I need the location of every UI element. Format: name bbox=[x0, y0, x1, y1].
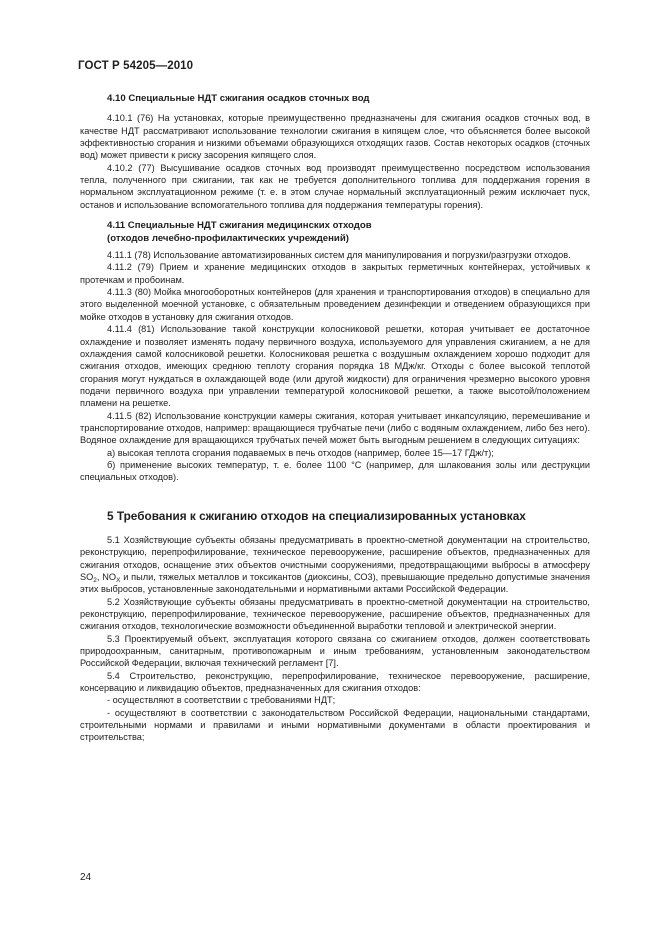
page-body bbox=[80, 93, 590, 744]
section-4-10-heading: 4.10 Специальные НДТ сжигания осадков сточных вод bbox=[107, 93, 370, 104]
list-item-a: а) высокая теплота сгорания подаваемых в печь отходов (например, более 15—17 ГДж/т); bbox=[107, 447, 494, 458]
paragraph-5-1-part-c: и пыли, тяжелых металлов и токсикантов (диоксины, СО3), превышающие предельно допустимые значения этих выбросов, установленные законодательными и нормативными актами Российской Федерации. bbox=[80, 572, 590, 595]
list-item-b: б) применение высоких температур, т. е. более 1100 °С (например, для шлакования золы или деструкции специальных отходов). bbox=[80, 459, 590, 483]
section-4-11-heading bbox=[107, 219, 590, 245]
paragraph-4-11-5: 4.11.5 (82) Использование конструкции камеры сжигания, которая учитывает инкапсуляцию, перемешивание и транспортирование отходов, например: вращающиеся трубчатые печи (либо с водяным охлаждением, либо без него). Водяное охлаждение для вращающихся трубчатых печей может быть выгодным решением в следующих ситуациях: bbox=[80, 410, 590, 446]
paragraph-4-10-2: 4.10.2 (77) Высушивание осадков сточных вод производят преимущественно посредством использования тепла, полученного при сжигании, так как не требуется дополнительного топлива для поддержания горения в нормальном эксплуатационном режиме (т. е. в этом случае нормальный эксплуатационный режим исключает пуск, останов и использование вспомогательного топлива для поддержания температуры горения). bbox=[80, 162, 590, 210]
paragraph-5-3: 5.3 Проектируемый объект, эксплуатация которого связана со сжиганием отходов, должен соответствовать природоохранным, санитарным, противопожарным и иным требованиям, установленным законодательством Российской Федерации, включая технический регламент [7]. bbox=[80, 633, 590, 669]
nox-subscript: X bbox=[116, 577, 121, 584]
paragraph-4-11-2: 4.11.2 (79) Прием и хранение медицинских отходов в закрытых герметичных контейнерах, устойчивых к протечкам и пробоинам. bbox=[80, 262, 590, 285]
dash-item-1: - осуществляют в соответствии с требованиями НДТ; bbox=[107, 695, 336, 706]
paragraph-4-11-3: 4.11.3 (80) Мойка многооборотных контейнеров (для хранения и транспортирования отходов) в специально для этого выделенной моечной установке, с обязательным проведением дезинфекции и отведением образующихся при мойке отходов в установку для сжигания отходов. bbox=[80, 287, 590, 322]
paragraph-5-2: 5.2 Хозяйствующие субъекты обязаны предусматривать в проектно-сметной документации на строительство, реконструкцию, перепрофилирование, техническое перевооружение, расширение объектов, предназначенных для сжигания отходов, технологические возможности объединенной выработки тепловой и электрической энергии. bbox=[80, 596, 590, 632]
document-header: ГОСТ Р 54205—2010 bbox=[78, 60, 194, 72]
paragraph-5-1-part-b: , NO bbox=[96, 572, 117, 582]
paragraph-5-1-part-a: 5.1 Хозяйствующие субъекты обязаны предусматривать в проектно-сметной документации на строительство, реконструкцию, перепрофилирование, техническое перевооружение, расширение объектов, предназначенных для сжигания отходов, оснащение этих объектов очистными сооружениями, предотвращающими выбросы в атмосферу SO bbox=[80, 534, 590, 582]
dash-item-2: - осуществляют в соответствии с законодательством Российской Федерации, национальными стандартами, строительными нормами и правилами и иными нормативными документами в области проектирования и строительства; bbox=[80, 707, 590, 743]
section-5-heading: 5 Требования к сжиганию отходов на специализированных установках bbox=[107, 508, 526, 523]
so2-subscript: 2 bbox=[93, 577, 97, 584]
section-4-11-heading-line2: (отходов лечебно-профилактических учреждений) bbox=[107, 233, 349, 245]
paragraph-5-1 bbox=[80, 534, 590, 596]
paragraph-4-11-4: 4.11.4 (81) Использование такой конструкции колосниковой решетки, которая учитывает ее достаточное охлаждение и позволяет изменять подачу первичного воздуха, используемого для управления сжиганием, а не для охлаждения самой колосниковой решетки. Колосниковая решетка с воздушным охлаждением хорошо подходит для сжигания отходов, имеющих среднюю теплоту сгорания порядка 18 МДж/кг. Отходы с более высокой теплотой сгорания могут нуждаться в охлаждающей воде (или другой жидкости) для ограничения чрезмерно высокого уровня подачи первичного воздуха при управлении температурой колосниковой решетки, а также высотой/положением пламени на решетке. bbox=[80, 324, 590, 409]
page-number: 24 bbox=[80, 872, 92, 883]
section-4-11-heading-line1: 4.11 Специальные НДТ сжигания медицинских отходов bbox=[107, 220, 372, 232]
paragraph-4-11-1: 4.11.1 (78) Использование автоматизированных систем для манипулирования и погрузки/разгрузки отходов. bbox=[107, 250, 571, 261]
paragraph-4-10-1: 4.10.1 (76) На установках, которые преимущественно предназначены для сжигания осадков сточных вод, в качестве НДТ рассматривают использование технологии сжигания в кипящем слое, что объясняется более высокой эффективностью сгорания и низкими объемами образующихся отходящих газов. Состав некоторых осадков (сточных вод) может привести к риску засорения кипящего слоя. bbox=[80, 113, 590, 161]
paragraph-5-4: 5.4 Строительство, реконструкцию, перепрофилирование, техническое перевооружение, расширение, консервацию и ликвидацию объектов, предназначенных для сжигания отходов: bbox=[80, 670, 590, 694]
